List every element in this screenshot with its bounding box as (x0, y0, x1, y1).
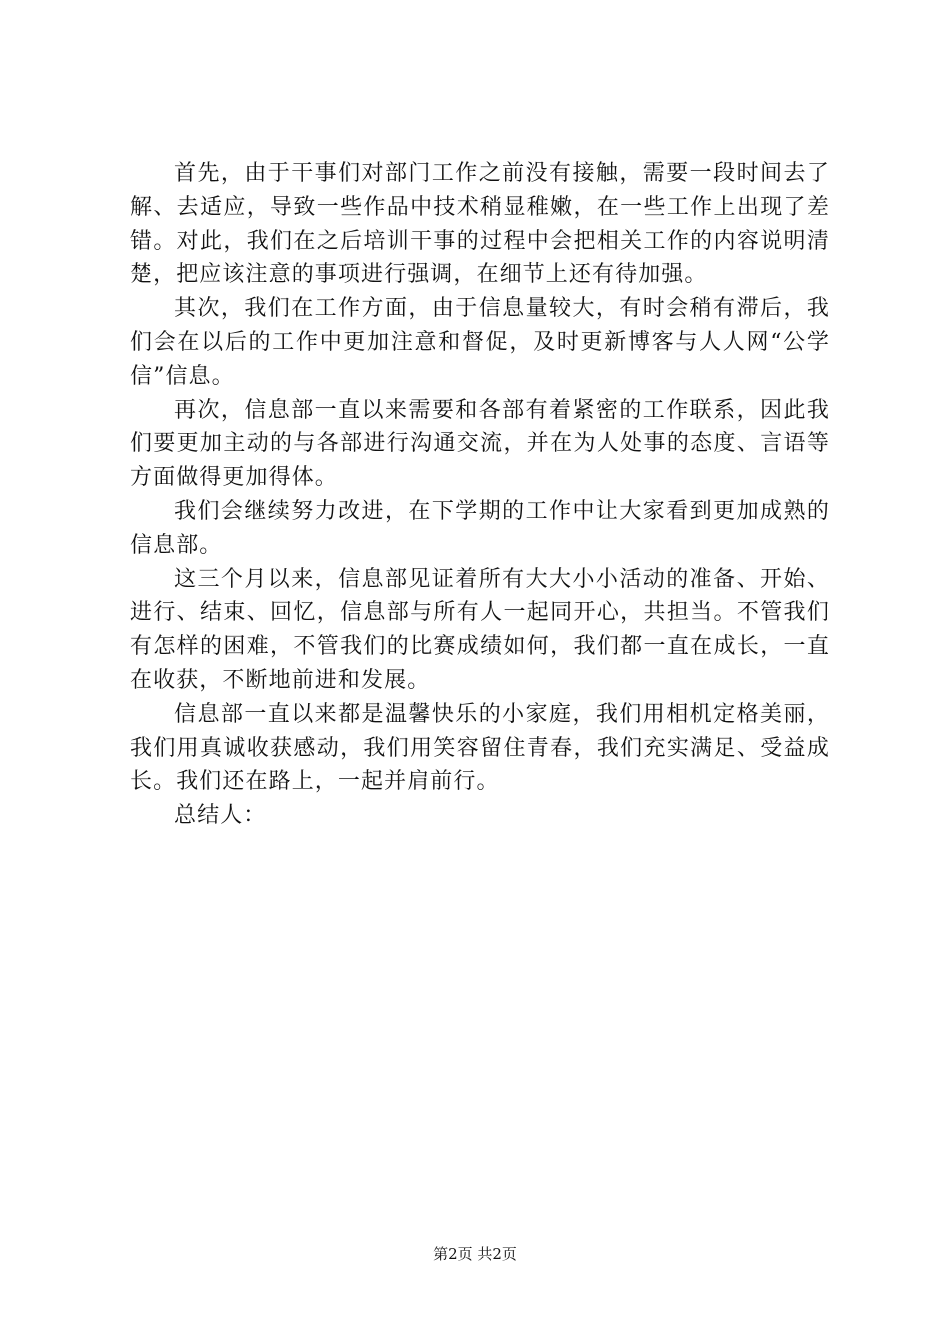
signature-line: 总结人： (174, 803, 267, 829)
paragraph-1: 首先，由于干事们对部门工作之前没有接触，需要一段时间去了解、去适应，导致一些作品中技术稍显稚嫩，在一些工作上出现了差错。对此，我们在之后培训干事的过程中会把相关工作的内容说明清楚，把应该注意的事项进行强调，在细节上还有待加强。 (130, 161, 830, 288)
paragraph-6: 信息部一直以来都是温馨快乐的小家庭，我们用相机定格美丽，我们用真诚收获感动，我们用笑容留住青春，我们充实满足、受益成长。我们还在路上，一起并肩前行。 (130, 701, 830, 795)
page-number-footer: 第2页 共2页 (433, 1245, 517, 1263)
paragraph-4: 我们会继续努力改进，在下学期的工作中让大家看到更加成熟的信息部。 (130, 498, 830, 558)
paragraph-2: 其次，我们在工作方面，由于信息量较大，有时会稍有滞后，我们会在以后的工作中更加注意和督促，及时更新博客与人人网“公学信”信息。 (130, 296, 830, 389)
document-body (130, 157, 830, 833)
paragraph-3: 再次，信息部一直以来需要和各部有着紧密的工作联系，因此我们要更加主动的与各部进行沟通交流，并在为人处事的态度、言语等方面做得更加得体。 (130, 397, 830, 491)
paragraph-5: 这三个月以来，信息部见证着所有大大小小活动的准备、开始、进行、结束、回忆，信息部与所有人一起同开心，共担当。不管我们有怎样的困难，不管我们的比赛成绩如何，我们都一直在成长，一直在收获，不断地前进和发展。 (130, 566, 830, 693)
